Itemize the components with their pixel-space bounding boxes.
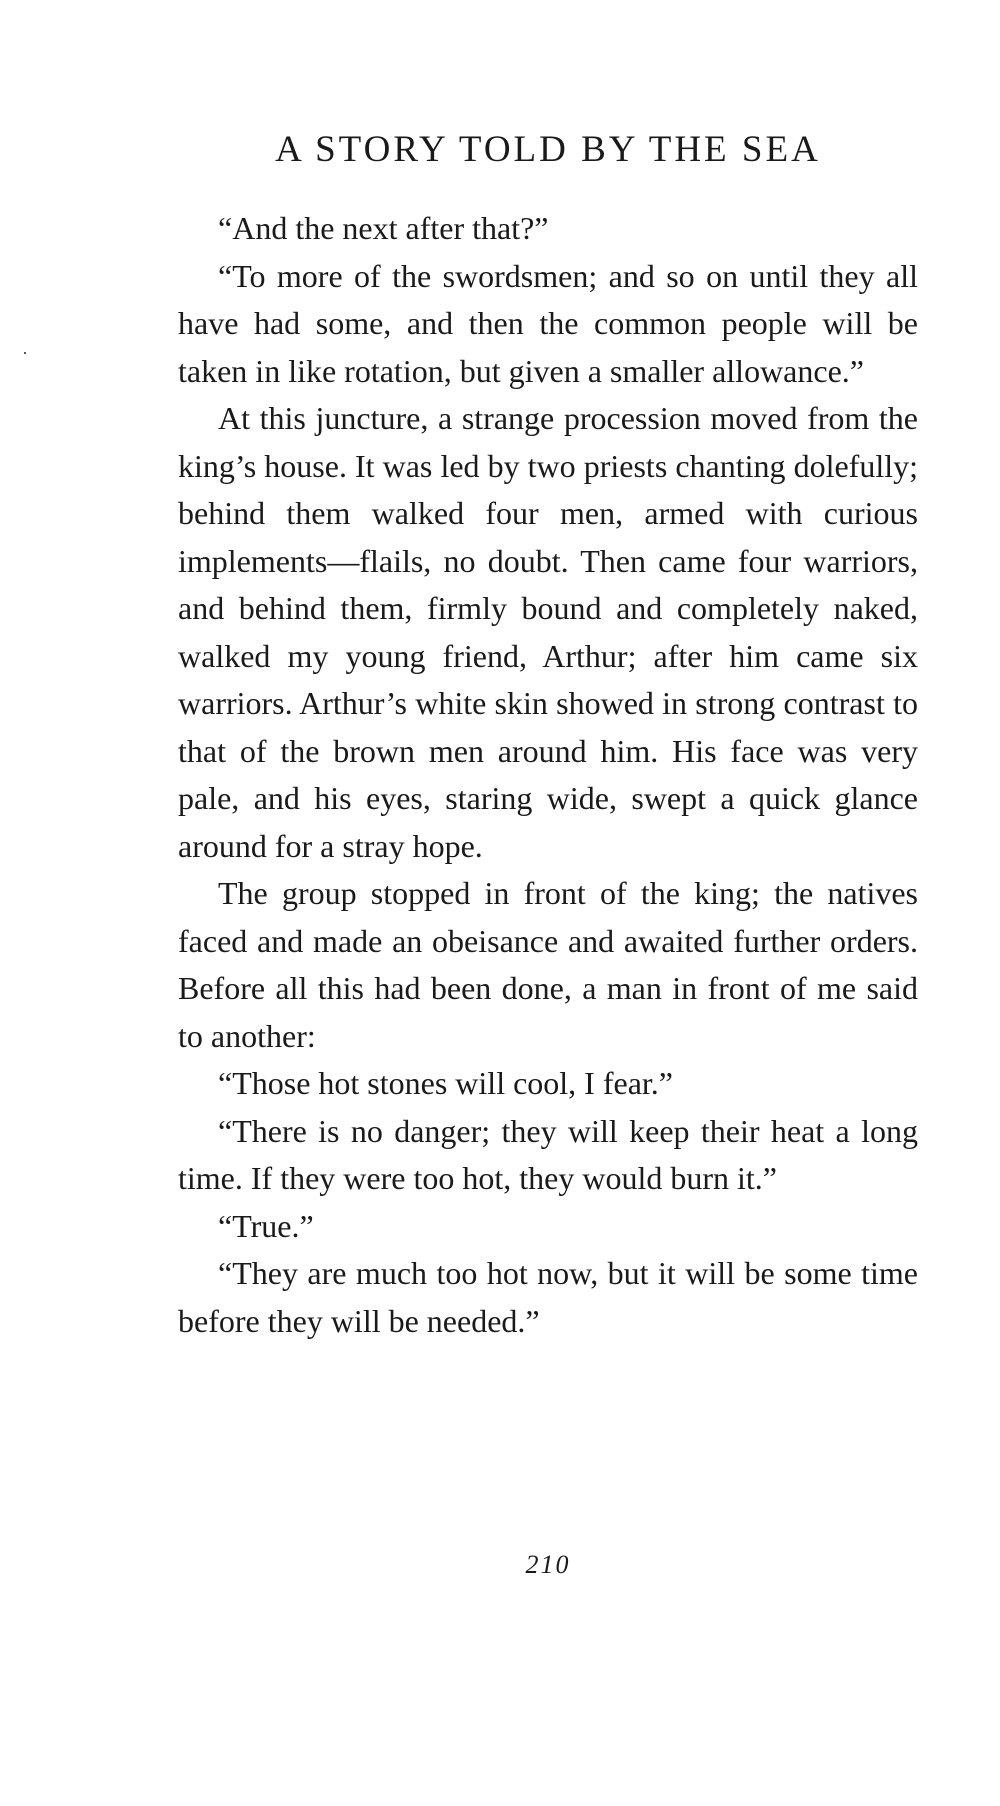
paragraph: “They are much too hot now, but it will be some time before they will be needed.”	[178, 1255, 918, 1339]
paragraph: “There is no danger; they will keep their heat a long time. If they were too hot, they would burn it.”	[178, 1112, 918, 1196]
paragraph: The group stopped in front of the king; the natives faced and made an obeisance and awaited further orders. Before all this had been done, a man in front of me said to another:	[178, 875, 918, 1054]
paragraph: “True.”	[218, 1207, 314, 1244]
paragraph: “Those hot stones will cool, I fear.”	[218, 1065, 673, 1101]
scan-speck	[24, 352, 26, 354]
paragraph: “To more of the swordsmen; and so on until they all have had some, and then the common people will be taken in like rotation, but given a smaller allowance.”	[178, 257, 918, 389]
paragraph: “And the next after that?”	[218, 210, 549, 246]
running-head: A STORY TOLD BY THE SEA	[275, 129, 821, 170]
body-text	[178, 205, 918, 1345]
paragraph: At this juncture, a strange procession moved from the king’s house. It was led by two priests chanting dolefully; behind them walked four men, armed with curious implements—flails, no doubt. Then came four warriors, and behind them, firmly bound and completely naked, walked my young friend, Arthur; after him came six warriors. Arthur’s white skin showed in strong contrast to that of the brown men around him. His face was very pale, and his eyes, staring wide, swept a quick glance around for a stray hope.	[178, 400, 918, 864]
page-number: 210	[525, 1550, 571, 1579]
